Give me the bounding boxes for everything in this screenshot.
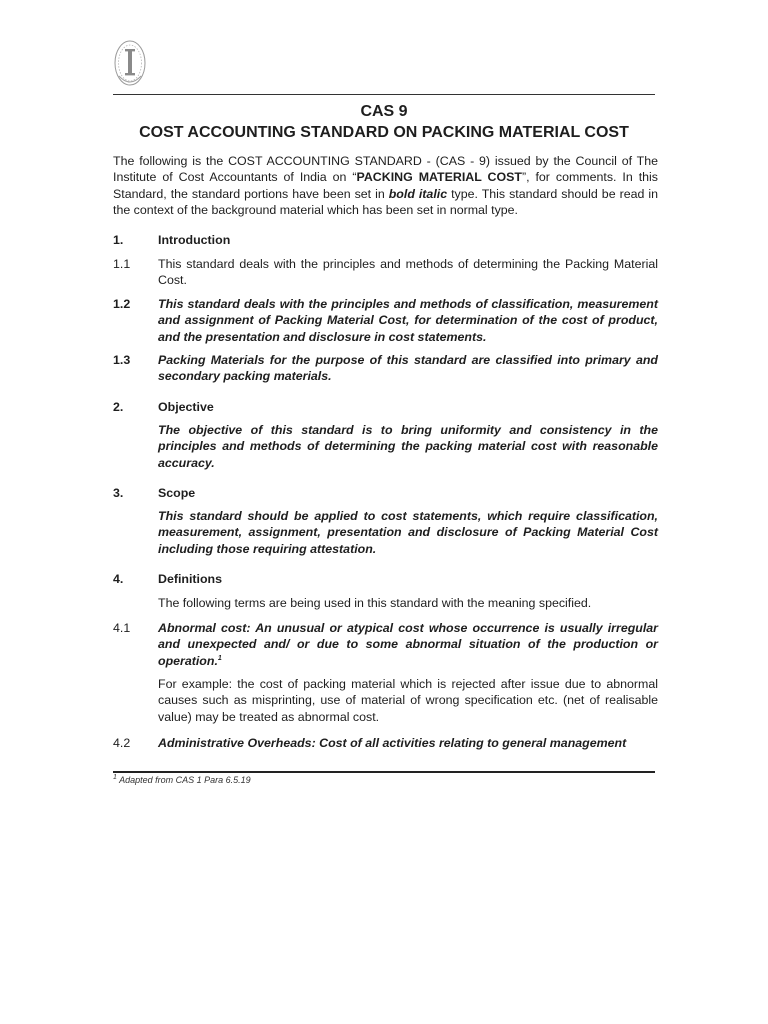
document-title: COST ACCOUNTING STANDARD ON PACKING MATERIAL COST <box>139 124 629 141</box>
header-rule <box>113 94 655 95</box>
footnote-reference: 1 <box>217 654 222 662</box>
institute-emblem-icon <box>113 36 147 90</box>
document-code: CAS 9 <box>360 103 408 120</box>
footnote: $^1$ Adapted from CAS 1 Para 6.5.19 <box>113 774 251 785</box>
intro-paragraph: The following is the COST ACCOUNTING STANDARD - (CAS - 9) issued by the Council of The Institute of Cost Accountants of India on “PACKING MATERIAL COST”, for comments. In this Standard, the standard portions have been set in bold italic type. This standard should be read in the context of the background material which has been set in normal type. <box>113 154 658 218</box>
footnote-rule <box>113 771 655 773</box>
